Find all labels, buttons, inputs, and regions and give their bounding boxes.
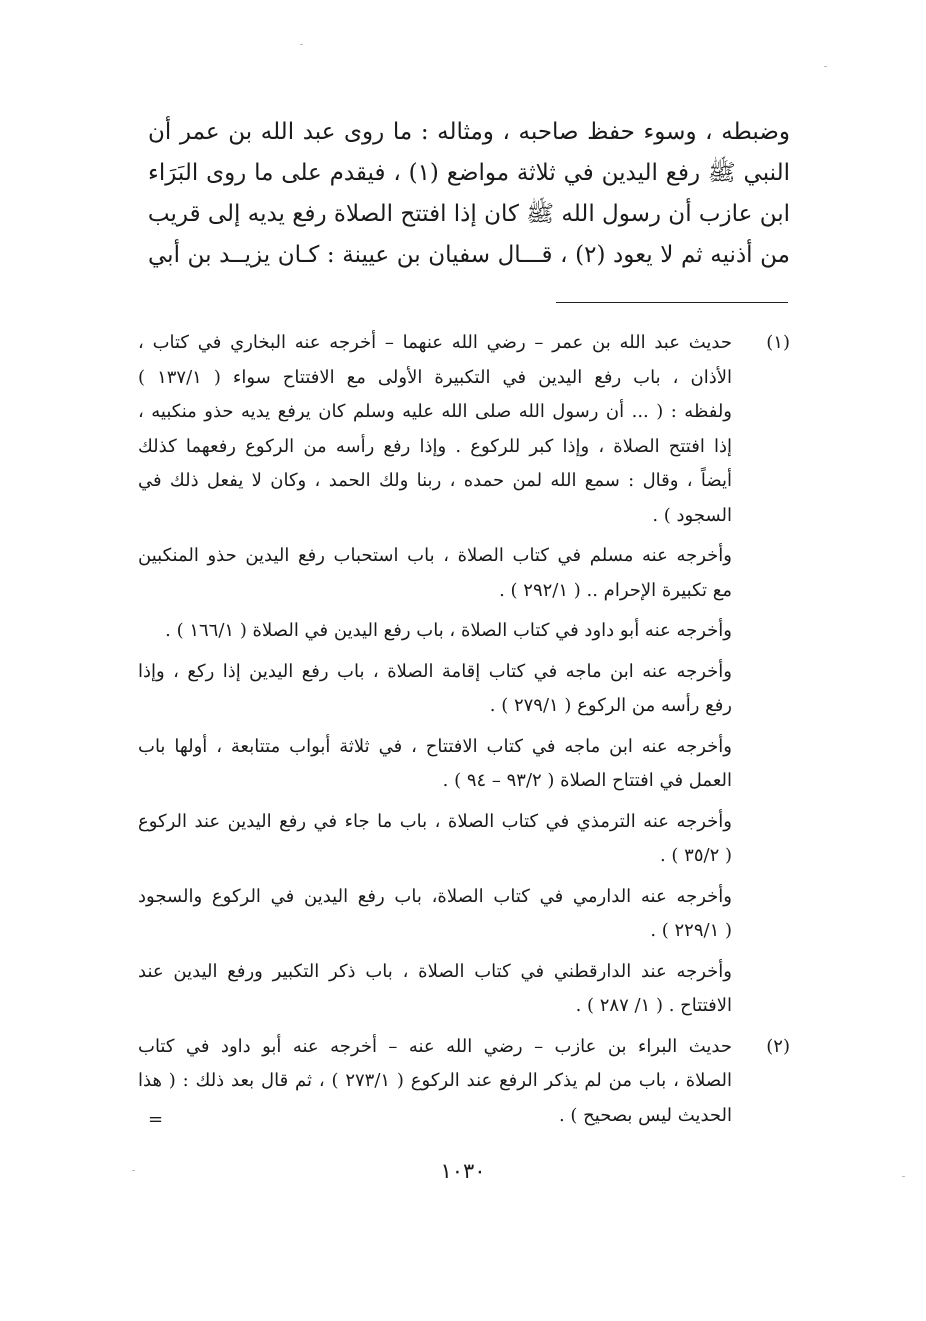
footnotes-section <box>138 326 790 1139</box>
footnote-line: ( ٣٥/٢ ) . <box>659 845 732 866</box>
scan-speck <box>902 1176 905 1177</box>
footnote-paragraph <box>138 655 732 724</box>
footnote-paragraph <box>138 614 732 649</box>
scan-speck <box>132 1170 135 1171</box>
footnote-paragraph <box>138 1030 732 1134</box>
footnote-2 <box>138 1030 790 1134</box>
footnote-line: وأخرجه عند الدارقطني في كتاب الصلاة ، باب ذكر التكبير ورفع اليدين عند <box>138 960 732 982</box>
footnote-line: حديث البراء بن عازب – رضي الله عنه – أخرجه عنه أبو داود في كتاب <box>138 1035 732 1057</box>
footnote-paragraph <box>138 955 732 1024</box>
continuation-mark: = <box>148 1108 164 1130</box>
scan-speck <box>300 44 303 45</box>
footnote-line: وأخرجه عنه الدارمي في كتاب الصلاة، باب رفع اليدين في الركوع والسجود <box>138 885 732 907</box>
footnote-paragraph <box>138 805 732 874</box>
footnote-line: إذا افتتح الصلاة ، وإذا كبر للركوع . وإذا رفع رأسه من الركوع رفعهما كذلك <box>138 435 732 457</box>
footnote-line: رفع رأسه من الركوع ( ٢٧٩/١ ) . <box>489 695 732 716</box>
footnote-line: ولفظه : ( ... أن رسول الله صلى الله عليه وسلم كان يرفع يديه حذو منكبيه ، <box>138 401 732 422</box>
footnote-line: مع تكبيرة الإحرام .. ( ٢٩٢/١ ) . <box>499 579 732 601</box>
footnote-line: الأذان ، باب رفع اليدين في التكبيرة الأولى مع الافتتاح سواء ( ١٣٧/١ ) <box>138 366 732 388</box>
footnote-line: حديث عبد الله بن عمر – رضي الله عنهما – أخرجه عنه البخاري في كتاب ، <box>138 332 732 353</box>
main-text-line: وضبطه ، وسوء حفظ صاحبه ، ومثاله : ما روى عبد الله بن عمر أن <box>148 119 790 145</box>
footnote-separator <box>556 302 788 303</box>
footnote-line: وأخرجه عنه مسلم في كتاب الصلاة ، باب استحباب رفع اليدين حذو المنكبين <box>138 545 732 566</box>
footnote-line: الصلاة ، باب من لم يذكر الرفع عند الركوع ( ٢٧٣/١ ) ، ثم قال بعد ذلك : ( هذا <box>138 1070 732 1091</box>
main-text-line: ابن عازب أن رسول الله ﷺ كان إذا افتتح الصلاة رفع يديه إلى قريب <box>148 201 790 227</box>
footnote-line: العمل في افتتاح الصلاة ( ٩٣/٢ – ٩٤ ) . <box>442 770 732 791</box>
footnote-line: وأخرجه عنه الترمذي في كتاب الصلاة ، باب ما جاء في رفع اليدين عند الركوع <box>138 810 732 832</box>
page-number: ١٠٣٠ <box>440 1159 486 1183</box>
footnote-paragraph <box>138 326 732 533</box>
footnote-number: (١) <box>766 332 790 353</box>
footnote-paragraph <box>138 880 732 949</box>
footnote-line: وأخرجه عنه ابن ماجه في كتاب إقامة الصلاة ، باب رفع اليدين إذا ركع ، وإذا <box>138 660 732 682</box>
footnote-number: (٢) <box>766 1035 790 1057</box>
scan-speck <box>824 66 827 67</box>
footnote-line: أيضاً ، وقال : سمع الله لمن حمده ، ربنا ولك الحمد ، وكان لا يفعل ذلك في <box>138 470 732 491</box>
footnote-line: وأخرجه عنه ابن ماجه في كتاب الافتتاح ، في ثلاثة أبواب متتابعة ، أولها باب <box>138 735 732 757</box>
footnote-line: السجود ) . <box>652 504 732 526</box>
footnote-line: وأخرجه عنه أبو داود في كتاب الصلاة ، باب رفع اليدين في الصلاة ( ١٦٦/١ ) . <box>165 620 732 641</box>
footnote-paragraph <box>138 730 732 799</box>
main-text-line: من أذنيه ثم لا يعود (٢) ، قـــال سفيان بن عيينة : كـان يزيــد بن أبي <box>148 242 790 268</box>
footnote-paragraph <box>138 539 732 608</box>
footnote-line: الحديث ليس بصحيح ) . <box>558 1104 732 1126</box>
main-text <box>148 112 790 276</box>
footnote-line: الافتتاح . ( ١/ ٢٨٧ ) . <box>575 995 732 1016</box>
main-text-line: النبي ﷺ رفع اليدين في ثلاثة مواضع (١) ، فيقدم على ما روى البَرَاء <box>148 160 790 186</box>
footnote-1 <box>138 326 790 1024</box>
footnote-line: ( ٢٢٩/١ ) . <box>650 920 732 941</box>
